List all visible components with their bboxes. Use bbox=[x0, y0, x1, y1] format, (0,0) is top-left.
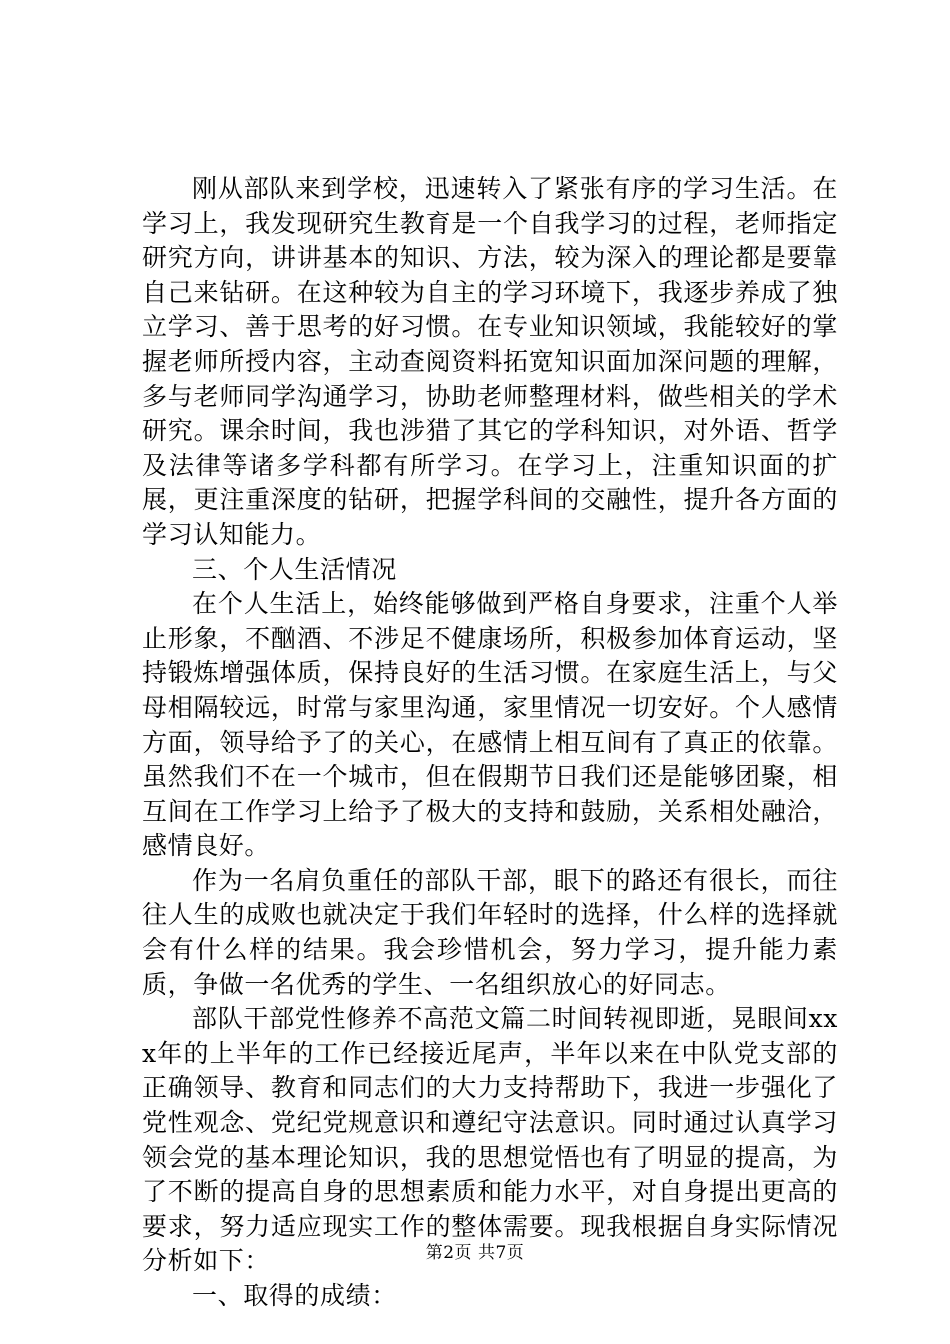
paragraph-sample-two-intro: 部队干部党性修养不高范文篇二时间转视即逝，晃眼间xxx年的上半年的工作已经接近尾声，半年以来在中队党支部的正确领导、教育和同志们的大力支持帮助下，我进一步强化了党性观念、党纪党规意识和遵纪守法意识。同时通过认真学习领会党的基本理论知识，我的思想觉悟也有了明显的提高，为了不断的提高自身的思想素质和能力水平，对自身提出更高的要求，努力适应现实工作的整体需要。现我根据自身实际情况分析如下： bbox=[142, 1004, 838, 1276]
paragraph-study-life: 刚从部队来到学校，迅速转入了紧张有序的学习生活。在学习上，我发现研究生教育是一个自我学习的过程，老师指定研究方向，讲讲基本的知识、方法，较为深入的理论都是要靠自己来钻研。在这种较为自主的学习环境下，我逐步养成了独立学习、善于思考的好习惯。在专业知识领域，我能较好的掌握老师所授内容，主动查阅资料拓宽知识面加深问题的理解，多与老师同学沟通学习，协助老师整理材料，做些相关的学术研究。课余时间，我也涉猎了其它的学科知识，对外语、哲学及法律等诸多学科都有所学习。在学习上，注重知识面的扩展，更注重深度的钻研，把握学科间的交融性，提升各方面的学习认知能力。 bbox=[142, 174, 838, 549]
page-number-footer: 第2页 共7页 bbox=[425, 1243, 525, 1263]
section-heading-achievements: 一、取得的成绩： bbox=[192, 1281, 397, 1310]
document-body bbox=[142, 172, 838, 1314]
paragraph-personal-life: 在个人生活上，始终能够做到严格自身要求，注重个人举止形象，不酗酒、不涉足不健康场所，积极参加体育运动，坚持锻炼增强体质，保持良好的生活习惯。在家庭生活上，与父母相隔较远，时常与家里沟通，家里情况一切安好。个人感情方面，领导给予了的关心，在感情上相互间有了真正的依靠。虽然我们不在一个城市，但在假期节日我们还是能够团聚，相互间在工作学习上给予了极大的支持和鼓励，关系相处融洽，感情良好。 bbox=[142, 589, 838, 861]
section-heading-personal-life: 三、个人生活情况 bbox=[192, 554, 397, 584]
paragraph-resolution: 作为一名肩负重任的部队干部，眼下的路还有很长，而往往人生的成败也就决定于我们年轻时的选择，什么样的选择就会有什么样的结果。我会珍惜机会，努力学习，提升能力素质，争做一名优秀的学生、一名组织放心的好同志。 bbox=[142, 865, 838, 999]
